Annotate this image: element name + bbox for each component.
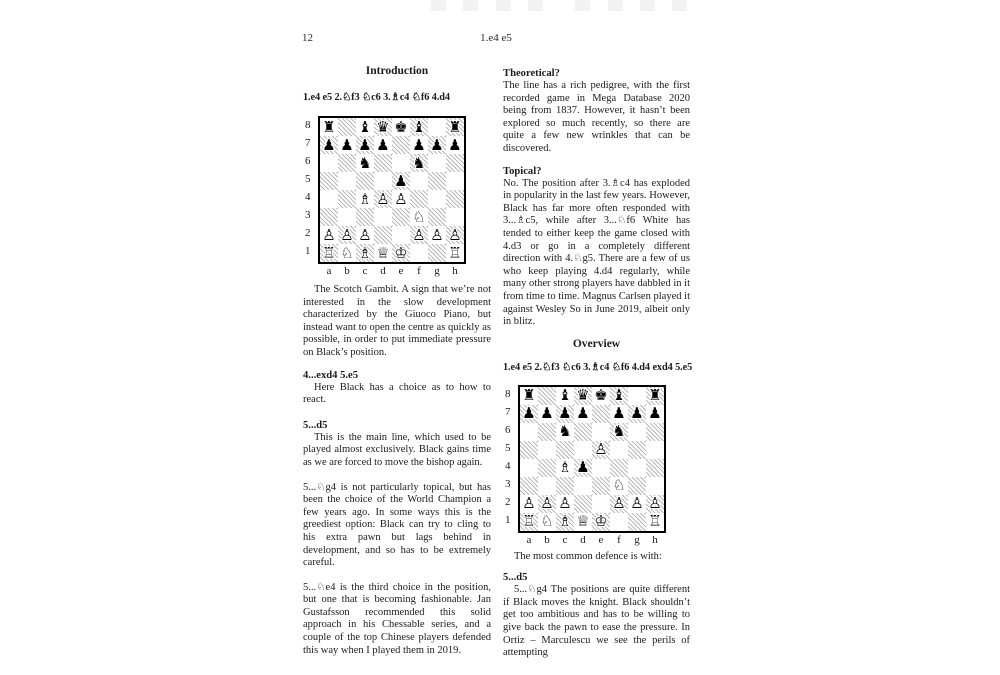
board-square xyxy=(520,387,538,405)
board-square xyxy=(520,495,538,513)
toolbar-icon-placeholder xyxy=(496,0,511,11)
chess-piece: ♗ xyxy=(558,458,572,477)
chess-diagram-after-4d4 xyxy=(305,116,491,278)
chess-piece: ♚ xyxy=(594,386,608,405)
rank-label: 4 xyxy=(505,459,511,472)
file-label: h xyxy=(452,265,458,277)
chess-piece: ♙ xyxy=(394,190,408,208)
chess-piece: ♜ xyxy=(522,386,536,405)
chess-piece: ♟ xyxy=(612,404,626,423)
chess-piece: ♙ xyxy=(558,494,572,513)
chess-piece: ♔ xyxy=(394,244,408,262)
chess-piece: ♘ xyxy=(340,244,354,262)
board-square xyxy=(428,226,446,244)
board-square xyxy=(538,423,556,441)
rank-label: 6 xyxy=(305,155,311,167)
toolbar-icon-placeholder xyxy=(640,0,655,11)
paragraph-scotch-gambit: The Scotch Gambit. A sign that we’re not interested in the slow development characterized by the Giuoco Piano, but instead want to open the centre as quickly as possible, in order to put immediate pressure on Black’s position. xyxy=(303,284,491,358)
board-square xyxy=(628,405,646,423)
board-square xyxy=(446,172,464,190)
board-square xyxy=(374,118,392,136)
chess-piece: ♟ xyxy=(448,136,462,154)
chess-board xyxy=(318,116,466,264)
file-label: h xyxy=(652,533,658,546)
chess-piece: ♟ xyxy=(576,458,590,477)
board-square xyxy=(556,441,574,459)
chess-piece: ♙ xyxy=(340,226,354,244)
board-square xyxy=(574,459,592,477)
chess-piece: ♟ xyxy=(376,136,390,154)
chess-piece: ♞ xyxy=(558,422,572,441)
toolbar-icon-placeholder xyxy=(528,0,543,11)
board-square xyxy=(556,387,574,405)
chess-piece: ♛ xyxy=(376,118,390,136)
rank-label: 5 xyxy=(505,441,511,454)
board-square xyxy=(574,477,592,495)
board-square xyxy=(338,136,356,154)
file-labels xyxy=(520,534,690,547)
subheading-5-d5-right: 5...d5 xyxy=(503,572,528,584)
chess-piece: ♗ xyxy=(558,512,572,531)
rank-label: 8 xyxy=(505,387,511,400)
board-square xyxy=(356,154,374,172)
file-label: g xyxy=(634,533,640,546)
board-square xyxy=(574,405,592,423)
file-label: f xyxy=(417,265,421,277)
chess-piece: ♖ xyxy=(648,512,662,531)
paragraph-knight-g4-overview: 5...♘g4 The positions are quite different if Black moves the knight. Black shouldn’t get too ambitious and has to be willing to give back the pawn to ease the pressure. In Ortiz – Marculescu we see the perils of attempting xyxy=(503,584,690,659)
section-heading-introduction: Introduction xyxy=(365,65,429,77)
board-square xyxy=(338,190,356,208)
board-square xyxy=(574,495,592,513)
rank-label: 3 xyxy=(305,209,311,221)
board-square xyxy=(610,441,628,459)
chess-piece: ♙ xyxy=(540,494,554,513)
board-square xyxy=(574,513,592,531)
file-label: c xyxy=(562,533,568,546)
board-square xyxy=(592,477,610,495)
board-square xyxy=(538,459,556,477)
chess-piece: ♚ xyxy=(394,118,408,136)
board-square xyxy=(574,387,592,405)
board-square xyxy=(556,459,574,477)
board-square xyxy=(538,513,556,531)
board-square xyxy=(610,477,628,495)
board-square xyxy=(428,244,446,262)
chess-piece: ♝ xyxy=(358,118,372,136)
board-square xyxy=(392,154,410,172)
board-square xyxy=(374,208,392,226)
board-square xyxy=(610,405,628,423)
board-square xyxy=(592,387,610,405)
rank-labels xyxy=(505,385,518,533)
board-square xyxy=(338,226,356,244)
board-square xyxy=(374,154,392,172)
board-square xyxy=(320,172,338,190)
chess-piece: ♖ xyxy=(522,512,536,531)
board-square xyxy=(646,477,664,495)
board-square xyxy=(410,244,428,262)
chess-piece: ♜ xyxy=(648,386,662,405)
board-square xyxy=(538,387,556,405)
chess-piece: ♟ xyxy=(412,136,426,154)
board-square xyxy=(592,513,610,531)
left-column xyxy=(303,64,491,657)
page-number: 12 xyxy=(302,32,313,44)
chess-piece: ♟ xyxy=(358,136,372,154)
board-square xyxy=(520,477,538,495)
paragraph-most-common-defence: The most common defence is with: xyxy=(514,550,662,562)
rank-labels xyxy=(305,116,318,264)
chess-piece: ♛ xyxy=(576,386,590,405)
board-square xyxy=(338,172,356,190)
board-square xyxy=(556,513,574,531)
file-labels xyxy=(320,265,491,278)
chess-piece: ♙ xyxy=(322,226,336,244)
board-square xyxy=(446,226,464,244)
board-square xyxy=(392,190,410,208)
board-square xyxy=(338,244,356,262)
board-square xyxy=(446,118,464,136)
board-square xyxy=(646,459,664,477)
chess-piece: ♖ xyxy=(448,244,462,262)
paragraph-knight-g4: 5...♘g4 is not particularly topical, but has been the choice of the World Champion a few years ago. In some ways this is the greediest option: Black can try to cling to his extra pawn but lags behind in development, and so has to be extremely careful. xyxy=(303,481,491,569)
board-square xyxy=(392,172,410,190)
chess-piece: ♙ xyxy=(430,226,444,244)
board-square xyxy=(374,136,392,154)
paragraph-theoretical: The line has a rich pedigree, with the first recorded game in Mega Database 2020 being from 1837. However, it hasn’t been explored so much recently, so there are quite a few new wrinkles that can be discovered. xyxy=(503,80,690,154)
chess-piece: ♟ xyxy=(322,136,336,154)
chess-piece: ♙ xyxy=(376,190,390,208)
board-square xyxy=(592,441,610,459)
paragraph-knight-e4: 5...♘e4 is the third choice in the position, but one that is becoming fashionable. Jan Gustafsson recommended this solid approach in his Chessable series, and a couple of the top Chinese players defended this way when I played them in 2019. xyxy=(303,581,491,656)
chess-piece: ♙ xyxy=(648,494,662,513)
board-square xyxy=(410,136,428,154)
chess-piece: ♝ xyxy=(612,386,626,405)
rank-label: 2 xyxy=(505,495,511,508)
board-square xyxy=(592,423,610,441)
chess-piece: ♙ xyxy=(612,494,626,513)
board-square xyxy=(574,423,592,441)
paragraph-topical: No. The position after 3.♗c4 has exploded in popularity in the last few years. However, Black has far more often responded with 3...♗c5, while after 3...♘f6 White has tended to either keep the game closed with 4.d3 or go in a completely different direction with 4.♘g5. There are a few of us who keep playing 4.d4 regularly, while many other strong players have dabbled in it from time to time. Magnus Carlsen played it against Wesley So in June 2019, albeit only in blitz. xyxy=(503,177,690,328)
board-square xyxy=(538,405,556,423)
board-square xyxy=(320,190,338,208)
board-square xyxy=(338,208,356,226)
board-square xyxy=(610,423,628,441)
board-square xyxy=(428,136,446,154)
file-label: b xyxy=(344,265,350,277)
board-square xyxy=(556,423,574,441)
board-square xyxy=(392,208,410,226)
board-square xyxy=(628,459,646,477)
rank-label: 5 xyxy=(305,173,311,185)
board-square xyxy=(356,172,374,190)
move-line-overview: 1.e4 e5 2.♘f3 ♘c6 3.♗c4 ♘f6 4.d4 exd4 5.e5 xyxy=(503,361,693,373)
rank-label: 6 xyxy=(505,423,511,436)
chess-piece: ♘ xyxy=(540,512,554,531)
subheading-4-exd4-5e5: 4...exd4 5.e5 xyxy=(303,369,359,381)
board-square xyxy=(538,441,556,459)
chess-piece: ♙ xyxy=(522,494,536,513)
chess-board xyxy=(518,385,666,533)
board-square xyxy=(446,136,464,154)
chess-piece: ♝ xyxy=(558,386,572,405)
board-square xyxy=(646,423,664,441)
board-square xyxy=(610,513,628,531)
chess-piece: ♟ xyxy=(394,172,408,190)
board-square xyxy=(610,495,628,513)
board-square xyxy=(374,244,392,262)
board-square xyxy=(538,477,556,495)
board-square xyxy=(610,459,628,477)
rank-label: 3 xyxy=(505,477,511,490)
chess-piece: ♘ xyxy=(612,476,626,495)
board-square xyxy=(628,495,646,513)
board-square xyxy=(646,387,664,405)
subheading-topical: Topical? xyxy=(503,165,542,177)
board-square xyxy=(410,208,428,226)
board-square xyxy=(592,405,610,423)
board-square xyxy=(520,405,538,423)
right-column xyxy=(503,67,693,660)
running-header: 1.e4 e5 xyxy=(480,32,512,44)
board-square xyxy=(428,190,446,208)
board-square xyxy=(392,226,410,244)
board-square xyxy=(520,441,538,459)
file-label: g xyxy=(434,265,440,277)
toolbar-icon-placeholder xyxy=(575,0,590,11)
chess-piece: ♟ xyxy=(630,404,644,423)
board-square xyxy=(356,136,374,154)
board-square xyxy=(592,495,610,513)
chess-piece: ♜ xyxy=(448,118,462,136)
board-square xyxy=(320,136,338,154)
board-square xyxy=(320,208,338,226)
toolbar-icon-placeholder xyxy=(431,0,446,11)
board-square xyxy=(574,441,592,459)
board-square xyxy=(338,118,356,136)
rank-label: 7 xyxy=(305,137,311,149)
board-square xyxy=(410,118,428,136)
chess-piece: ♗ xyxy=(358,244,372,262)
section-heading-overview: Overview xyxy=(572,337,621,350)
chess-piece: ♙ xyxy=(412,226,426,244)
cropped-toolbar xyxy=(431,0,704,11)
rank-label: 7 xyxy=(505,405,511,418)
rank-label: 4 xyxy=(305,191,311,203)
chess-piece: ♙ xyxy=(358,226,372,244)
board-square xyxy=(628,387,646,405)
board-square xyxy=(538,495,556,513)
board-square xyxy=(628,477,646,495)
chess-piece: ♟ xyxy=(648,404,662,423)
board-square xyxy=(628,441,646,459)
board-square xyxy=(628,423,646,441)
chess-piece: ♟ xyxy=(576,404,590,423)
board-square xyxy=(410,226,428,244)
board-square xyxy=(520,513,538,531)
chess-piece: ♗ xyxy=(358,190,372,208)
file-label: c xyxy=(362,265,368,277)
board-square xyxy=(320,244,338,262)
rank-label: 8 xyxy=(305,119,311,131)
rank-label: 1 xyxy=(305,245,311,257)
board-square xyxy=(356,118,374,136)
board-square xyxy=(392,136,410,154)
chess-piece: ♔ xyxy=(594,512,608,531)
toolbar-icon-placeholder xyxy=(463,0,478,11)
chess-piece: ♞ xyxy=(412,154,426,172)
board-square xyxy=(374,172,392,190)
move-line-main: 1.e4 e5 2.♘f3 ♘c6 3.♗c4 ♘f6 4.d4 xyxy=(303,92,450,103)
board-square xyxy=(446,154,464,172)
board-square xyxy=(320,226,338,244)
board-square xyxy=(356,208,374,226)
chess-piece: ♟ xyxy=(430,136,444,154)
board-square xyxy=(392,118,410,136)
board-square xyxy=(338,154,356,172)
chess-piece: ♞ xyxy=(612,422,626,441)
chess-diagram-after-5e5 xyxy=(505,385,690,547)
file-label: a xyxy=(326,265,332,277)
board-square xyxy=(356,244,374,262)
chess-piece: ♟ xyxy=(340,136,354,154)
chess-piece: ♜ xyxy=(322,118,336,136)
subheading-5-d5-left: 5...d5 xyxy=(303,419,328,431)
rank-label: 2 xyxy=(305,227,311,239)
file-label: b xyxy=(544,533,550,546)
chess-piece: ♝ xyxy=(412,118,426,136)
chess-piece: ♖ xyxy=(322,244,336,262)
file-label: e xyxy=(598,533,604,546)
file-label: d xyxy=(380,265,386,277)
chess-piece: ♘ xyxy=(412,208,426,226)
chess-piece: ♙ xyxy=(630,494,644,513)
chess-piece: ♕ xyxy=(576,512,590,531)
file-label: d xyxy=(580,533,586,546)
chess-piece: ♕ xyxy=(376,244,390,262)
board-square xyxy=(374,226,392,244)
toolbar-icon-placeholder xyxy=(672,0,687,11)
board-square xyxy=(446,190,464,208)
chess-piece: ♙ xyxy=(594,440,608,459)
board-square xyxy=(356,226,374,244)
chess-piece: ♟ xyxy=(558,404,572,423)
board-square xyxy=(356,190,374,208)
chess-piece: ♟ xyxy=(522,404,536,423)
file-label: e xyxy=(398,265,404,277)
board-square xyxy=(410,190,428,208)
file-label: f xyxy=(617,533,621,546)
chess-piece: ♞ xyxy=(358,154,372,172)
board-square xyxy=(428,208,446,226)
board-square xyxy=(646,405,664,423)
toolbar-icon-placeholder xyxy=(608,0,623,11)
board-square xyxy=(520,459,538,477)
board-square xyxy=(428,118,446,136)
paragraph-main-line: This is the main line, which used to be played almost exclusively. Black gains time as we are forced to move the bishop again. xyxy=(303,431,491,468)
board-square xyxy=(556,405,574,423)
board-square xyxy=(610,387,628,405)
chess-piece: ♟ xyxy=(540,404,554,423)
board-square xyxy=(392,244,410,262)
board-square xyxy=(320,118,338,136)
board-square xyxy=(428,154,446,172)
board-square xyxy=(646,441,664,459)
board-square xyxy=(374,190,392,208)
subheading-theoretical: Theoretical? xyxy=(503,68,560,79)
board-square xyxy=(446,208,464,226)
board-square xyxy=(556,495,574,513)
board-square xyxy=(410,154,428,172)
paragraph-black-choice: Here Black has a choice as to how to react. xyxy=(303,381,491,406)
board-square xyxy=(428,172,446,190)
board-square xyxy=(646,513,664,531)
chess-piece: ♙ xyxy=(448,226,462,244)
board-square xyxy=(646,495,664,513)
rank-label: 1 xyxy=(505,513,511,526)
board-square xyxy=(410,172,428,190)
board-square xyxy=(628,513,646,531)
board-square xyxy=(446,244,464,262)
file-label: a xyxy=(526,533,532,546)
board-square xyxy=(520,423,538,441)
board-square xyxy=(556,477,574,495)
board-square xyxy=(320,154,338,172)
board-square xyxy=(592,459,610,477)
